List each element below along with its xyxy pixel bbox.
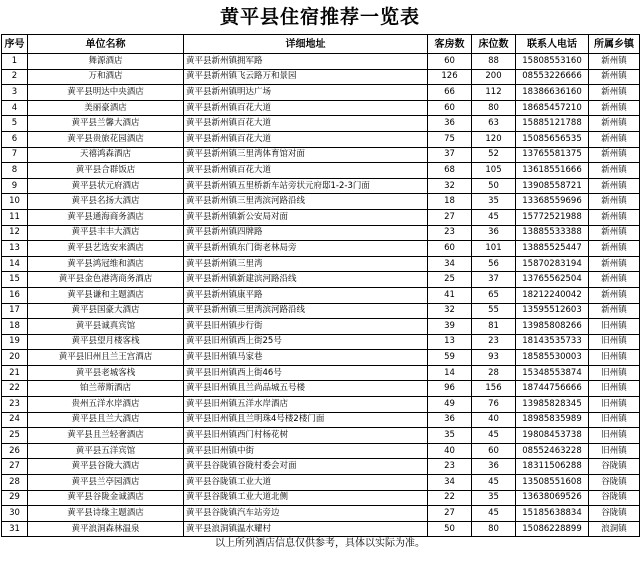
cell-phone: 13595512603 <box>516 303 589 319</box>
cell-address: 黄平县谷陇镇工业大道北侧 <box>184 490 428 506</box>
cell-town: 新州镇 <box>589 54 640 70</box>
table-row <box>2 100 640 116</box>
cell-phone: 13985808266 <box>516 319 589 335</box>
table-row <box>2 475 640 491</box>
cell-town: 旧州镇 <box>589 350 640 366</box>
cell-rooms: 14 <box>428 365 472 381</box>
cell-address: 黄平县新州镇百花大道 <box>184 163 428 179</box>
table-row <box>2 397 640 413</box>
table-row <box>2 303 640 319</box>
cell-rooms: 60 <box>428 54 472 70</box>
cell-town: 新州镇 <box>589 194 640 210</box>
cell-name: 黄平县明达中央酒店 <box>28 85 184 101</box>
header-town: 所属乡镇 <box>589 35 640 54</box>
cell-rooms: 34 <box>428 256 472 272</box>
table-row <box>2 54 640 70</box>
cell-rooms: 23 <box>428 459 472 475</box>
cell-phone: 13638069526 <box>516 490 589 506</box>
table-row <box>2 225 640 241</box>
cell-beds: 120 <box>472 131 516 147</box>
cell-index: 25 <box>2 428 28 444</box>
cell-beds: 81 <box>472 319 516 335</box>
cell-town: 新州镇 <box>589 163 640 179</box>
cell-address: 黄平县新州镇四牌路 <box>184 225 428 241</box>
cell-index: 4 <box>2 100 28 116</box>
cell-index: 19 <box>2 334 28 350</box>
cell-name: 黄平县兰馨大酒店 <box>28 116 184 132</box>
cell-index: 11 <box>2 209 28 225</box>
cell-name: 美丽豪酒店 <box>28 100 184 116</box>
cell-index: 16 <box>2 287 28 303</box>
table-row <box>2 241 640 257</box>
cell-rooms: 23 <box>428 225 472 241</box>
cell-town: 新州镇 <box>589 69 640 85</box>
cell-rooms: 60 <box>428 241 472 257</box>
cell-address: 黄平县旧州镇西门村杨花树 <box>184 428 428 444</box>
cell-rooms: 59 <box>428 350 472 366</box>
cell-town: 旧州镇 <box>589 428 640 444</box>
cell-beds: 88 <box>472 54 516 70</box>
cell-town: 旧州镇 <box>589 319 640 335</box>
header-name: 单位名称 <box>28 35 184 54</box>
table-row <box>2 85 640 101</box>
cell-name: 铂兰蒂斯酒店 <box>28 381 184 397</box>
cell-rooms: 32 <box>428 303 472 319</box>
cell-beds: 63 <box>472 116 516 132</box>
page-title: 黄平县住宿推荐一览表 <box>219 6 420 28</box>
cell-phone: 13368559696 <box>516 194 589 210</box>
cell-index: 6 <box>2 131 28 147</box>
cell-beds: 45 <box>472 209 516 225</box>
cell-town: 新州镇 <box>589 209 640 225</box>
cell-name: 黄平县旧州且兰王宫酒店 <box>28 350 184 366</box>
table-row <box>2 116 640 132</box>
cell-index: 7 <box>2 147 28 163</box>
cell-beds: 56 <box>472 256 516 272</box>
cell-beds: 45 <box>472 506 516 522</box>
cell-address: 黄平县新州镇百花大道 <box>184 131 428 147</box>
cell-index: 23 <box>2 397 28 413</box>
cell-index: 10 <box>2 194 28 210</box>
cell-phone: 08553226666 <box>516 69 589 85</box>
cell-name: 黄平县通海商务酒店 <box>28 209 184 225</box>
cell-phone: 18744756666 <box>516 381 589 397</box>
cell-town: 旧州镇 <box>589 365 640 381</box>
table-row <box>2 256 640 272</box>
cell-rooms: 40 <box>428 443 472 459</box>
cell-rooms: 49 <box>428 397 472 413</box>
cell-name: 黄平县合群饭店 <box>28 163 184 179</box>
cell-address: 黄平县新州镇飞云路万和景园 <box>184 69 428 85</box>
cell-phone: 15808553160 <box>516 54 589 70</box>
cell-phone: 13885525447 <box>516 241 589 257</box>
cell-index: 5 <box>2 116 28 132</box>
cell-address: 黄平县新州镇五里桥新车站旁状元府邸1-2-3门面 <box>184 178 428 194</box>
cell-rooms: 126 <box>428 69 472 85</box>
cell-beds: 35 <box>472 194 516 210</box>
cell-phone: 13765581375 <box>516 147 589 163</box>
cell-town: 谷陇镇 <box>589 459 640 475</box>
table-row <box>2 521 640 537</box>
cell-address: 黄平县旧州镇且兰尚品城五号楼 <box>184 381 428 397</box>
cell-name: 黄平县诚真宾馆 <box>28 319 184 335</box>
cell-phone: 13618551666 <box>516 163 589 179</box>
cell-town: 新州镇 <box>589 131 640 147</box>
table-row <box>2 412 640 428</box>
cell-beds: 112 <box>472 85 516 101</box>
cell-town: 新州镇 <box>589 272 640 288</box>
cell-index: 28 <box>2 475 28 491</box>
cell-beds: 28 <box>472 365 516 381</box>
cell-address: 黄平县新州镇三里湾 <box>184 256 428 272</box>
cell-town: 谷陇镇 <box>589 475 640 491</box>
cell-index: 21 <box>2 365 28 381</box>
cell-beds: 93 <box>472 350 516 366</box>
table-row <box>2 381 640 397</box>
cell-rooms: 68 <box>428 163 472 179</box>
cell-name: 黄平县五洋宾馆 <box>28 443 184 459</box>
cell-name: 黄平县谷陇金诚酒店 <box>28 490 184 506</box>
cell-name: 黄平县贵旅花园酒店 <box>28 131 184 147</box>
cell-name: 黄平县状元府酒店 <box>28 178 184 194</box>
cell-address: 黄平县旧州镇中街 <box>184 443 428 459</box>
cell-phone: 13985828345 <box>516 397 589 413</box>
cell-rooms: 32 <box>428 178 472 194</box>
table-row <box>2 178 640 194</box>
cell-rooms: 18 <box>428 194 472 210</box>
cell-phone: 15085656535 <box>516 131 589 147</box>
cell-town: 新州镇 <box>589 100 640 116</box>
cell-index: 8 <box>2 163 28 179</box>
cell-town: 新州镇 <box>589 303 640 319</box>
cell-rooms: 41 <box>428 287 472 303</box>
cell-rooms: 35 <box>428 428 472 444</box>
cell-rooms: 27 <box>428 506 472 522</box>
cell-address: 黄平县浪洞镇温水耀村 <box>184 521 428 537</box>
table-row <box>2 287 640 303</box>
cell-phone: 18143535733 <box>516 334 589 350</box>
table-row <box>2 490 640 506</box>
cell-address: 黄平县旧州镇西上街25号 <box>184 334 428 350</box>
cell-name: 黄平县名扬大酒店 <box>28 194 184 210</box>
cell-phone: 15870283194 <box>516 256 589 272</box>
cell-beds: 60 <box>472 443 516 459</box>
cell-town: 新州镇 <box>589 241 640 257</box>
cell-beds: 35 <box>472 490 516 506</box>
cell-name: 黄平县谷陇大酒店 <box>28 459 184 475</box>
cell-address: 黄平县谷陇镇汽车站旁边 <box>184 506 428 522</box>
cell-rooms: 13 <box>428 334 472 350</box>
cell-index: 26 <box>2 443 28 459</box>
cell-name: 黄平县老城客栈 <box>28 365 184 381</box>
cell-beds: 80 <box>472 521 516 537</box>
cell-rooms: 60 <box>428 100 472 116</box>
cell-town: 新州镇 <box>589 147 640 163</box>
cell-name: 黄平浪洞森林温泉 <box>28 521 184 537</box>
cell-name: 黄平县艺选安来酒店 <box>28 241 184 257</box>
cell-beds: 156 <box>472 381 516 397</box>
cell-phone: 18685457210 <box>516 100 589 116</box>
cell-name: 黄平县国豪大酒店 <box>28 303 184 319</box>
cell-beds: 45 <box>472 428 516 444</box>
cell-name: 黄平县望月楼客栈 <box>28 334 184 350</box>
cell-phone: 18311506288 <box>516 459 589 475</box>
cell-address: 黄平县新州镇东门街老林局旁 <box>184 241 428 257</box>
cell-town: 新州镇 <box>589 225 640 241</box>
cell-town: 新州镇 <box>589 287 640 303</box>
cell-phone: 18985835989 <box>516 412 589 428</box>
cell-rooms: 50 <box>428 521 472 537</box>
cell-rooms: 36 <box>428 412 472 428</box>
cell-index: 18 <box>2 319 28 335</box>
cell-address: 黄平县旧州镇马家巷 <box>184 350 428 366</box>
cell-rooms: 66 <box>428 85 472 101</box>
cell-index: 15 <box>2 272 28 288</box>
cell-phone: 13765562504 <box>516 272 589 288</box>
cell-name: 贵州五洋水岸酒店 <box>28 397 184 413</box>
cell-town: 浪洞镇 <box>589 521 640 537</box>
cell-beds: 55 <box>472 303 516 319</box>
cell-beds: 36 <box>472 459 516 475</box>
cell-name: 黄平县鸿冠维和酒店 <box>28 256 184 272</box>
cell-beds: 37 <box>472 272 516 288</box>
table-row <box>2 194 640 210</box>
cell-index: 29 <box>2 490 28 506</box>
cell-phone: 18212240042 <box>516 287 589 303</box>
cell-phone: 15086228899 <box>516 521 589 537</box>
table-row <box>2 69 640 85</box>
cell-rooms: 96 <box>428 381 472 397</box>
cell-town: 旧州镇 <box>589 397 640 413</box>
cell-index: 1 <box>2 54 28 70</box>
table-row <box>2 443 640 459</box>
cell-rooms: 36 <box>428 116 472 132</box>
cell-beds: 45 <box>472 475 516 491</box>
cell-address: 黄平县新州镇康平路 <box>184 287 428 303</box>
cell-name: 黄平县且兰大酒店 <box>28 412 184 428</box>
cell-name: 黄平县诗缘主题酒店 <box>28 506 184 522</box>
cell-name: 黄平县金色港湾商务酒店 <box>28 272 184 288</box>
cell-phone: 13508551608 <box>516 475 589 491</box>
cell-town: 旧州镇 <box>589 381 640 397</box>
table-row <box>2 365 640 381</box>
cell-address: 黄平县新州镇三里湾滨河路沿线 <box>184 194 428 210</box>
cell-town: 旧州镇 <box>589 334 640 350</box>
footer-note: 以上所列酒店信息仅供参考，具体以实际为准。 <box>215 538 425 550</box>
cell-town: 新州镇 <box>589 256 640 272</box>
table-row <box>2 319 640 335</box>
cell-beds: 76 <box>472 397 516 413</box>
header-rooms: 客房数 <box>428 35 472 54</box>
cell-phone: 19808453738 <box>516 428 589 444</box>
cell-address: 黄平县旧州镇步行街 <box>184 319 428 335</box>
cell-index: 3 <box>2 85 28 101</box>
cell-town: 旧州镇 <box>589 412 640 428</box>
cell-index: 30 <box>2 506 28 522</box>
cell-address: 黄平县新州镇新公安局对面 <box>184 209 428 225</box>
cell-rooms: 34 <box>428 475 472 491</box>
table-row <box>2 334 640 350</box>
cell-beds: 101 <box>472 241 516 257</box>
cell-beds: 80 <box>472 100 516 116</box>
table-row <box>2 163 640 179</box>
cell-rooms: 27 <box>428 209 472 225</box>
cell-phone: 18585530003 <box>516 350 589 366</box>
cell-phone: 08552463228 <box>516 443 589 459</box>
cell-address: 黄平县谷陇镇工业大道 <box>184 475 428 491</box>
cell-index: 31 <box>2 521 28 537</box>
cell-index: 20 <box>2 350 28 366</box>
table-row <box>2 147 640 163</box>
cell-beds: 23 <box>472 334 516 350</box>
table-row <box>2 428 640 444</box>
cell-index: 27 <box>2 459 28 475</box>
cell-beds: 105 <box>472 163 516 179</box>
cell-index: 2 <box>2 69 28 85</box>
cell-name: 舞源酒店 <box>28 54 184 70</box>
cell-index: 12 <box>2 225 28 241</box>
cell-beds: 36 <box>472 225 516 241</box>
cell-address: 黄平县新州镇三里湾体育馆对面 <box>184 147 428 163</box>
cell-town: 新州镇 <box>589 178 640 194</box>
cell-beds: 50 <box>472 178 516 194</box>
cell-town: 谷陇镇 <box>589 506 640 522</box>
cell-rooms: 75 <box>428 131 472 147</box>
cell-address: 黄平县谷陇镇谷陇村委会对面 <box>184 459 428 475</box>
cell-beds: 52 <box>472 147 516 163</box>
cell-phone: 15348553874 <box>516 365 589 381</box>
cell-address: 黄平县新州镇百花大道 <box>184 116 428 132</box>
cell-address: 黄平县旧州镇且兰明珠4号楼2楼门面 <box>184 412 428 428</box>
cell-rooms: 37 <box>428 147 472 163</box>
cell-index: 22 <box>2 381 28 397</box>
cell-address: 黄平县新州镇新建滨河路沿线 <box>184 272 428 288</box>
table-row <box>2 209 640 225</box>
cell-address: 黄平县旧州镇西上街46号 <box>184 365 428 381</box>
cell-phone: 13885533388 <box>516 225 589 241</box>
header-phone: 联系人电话 <box>516 35 589 54</box>
cell-index: 24 <box>2 412 28 428</box>
cell-town: 谷陇镇 <box>589 490 640 506</box>
cell-beds: 200 <box>472 69 516 85</box>
table-row <box>2 350 640 366</box>
table-row <box>2 506 640 522</box>
cell-phone: 13908558721 <box>516 178 589 194</box>
cell-phone: 18386636160 <box>516 85 589 101</box>
header-beds: 床位数 <box>472 35 516 54</box>
table-row <box>2 272 640 288</box>
header-index: 序号 <box>2 35 28 54</box>
cell-town: 新州镇 <box>589 116 640 132</box>
table-header-row <box>2 35 640 54</box>
cell-name: 黄平县且兰轻奢酒店 <box>28 428 184 444</box>
cell-name: 黄平县丰丰大酒店 <box>28 225 184 241</box>
hotel-table <box>1 34 640 537</box>
cell-town: 新州镇 <box>589 85 640 101</box>
table-row <box>2 131 640 147</box>
cell-rooms: 39 <box>428 319 472 335</box>
cell-index: 14 <box>2 256 28 272</box>
cell-address: 黄平县新州镇拥军路 <box>184 54 428 70</box>
cell-index: 13 <box>2 241 28 257</box>
cell-index: 17 <box>2 303 28 319</box>
cell-address: 黄平县新州镇明达广场 <box>184 85 428 101</box>
cell-rooms: 22 <box>428 490 472 506</box>
cell-name: 万和酒店 <box>28 69 184 85</box>
cell-address: 黄平县新州镇三里湾滨河路沿线 <box>184 303 428 319</box>
cell-phone: 15885121788 <box>516 116 589 132</box>
cell-name: 黄平县谦和主题酒店 <box>28 287 184 303</box>
cell-rooms: 25 <box>428 272 472 288</box>
cell-index: 9 <box>2 178 28 194</box>
cell-town: 旧州镇 <box>589 443 640 459</box>
cell-beds: 65 <box>472 287 516 303</box>
cell-phone: 15185638834 <box>516 506 589 522</box>
cell-address: 黄平县旧州镇五洋水岸酒店 <box>184 397 428 413</box>
cell-name: 天禧鸿森酒店 <box>28 147 184 163</box>
cell-address: 黄平县新州镇百花大道 <box>184 100 428 116</box>
cell-name: 黄平县兰亭园酒店 <box>28 475 184 491</box>
cell-phone: 15772521988 <box>516 209 589 225</box>
header-address: 详细地址 <box>184 35 428 54</box>
cell-beds: 40 <box>472 412 516 428</box>
table-row <box>2 459 640 475</box>
